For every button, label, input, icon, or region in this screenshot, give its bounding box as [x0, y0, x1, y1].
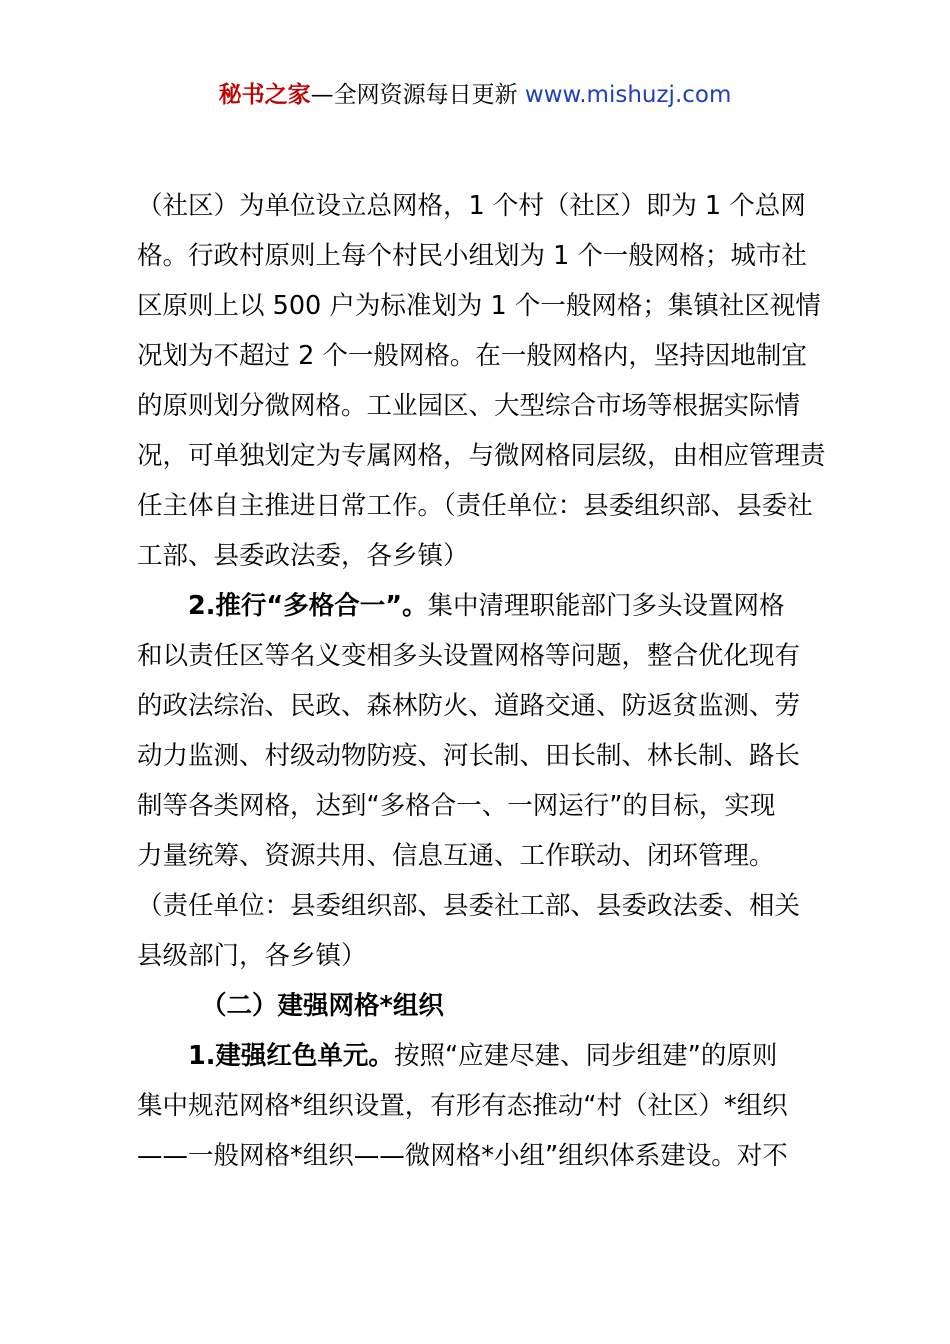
- text-line: （责任单位：县委组织部、县委社工部、县委政法委、相关: [137, 891, 801, 921]
- item-text: 按照“应建尽建、同步组建”的原则: [393, 1041, 778, 1071]
- text-line: 集中规范网格*组织设置，有形有态推动“村（社区）*组织: [137, 1091, 788, 1121]
- text-line: 动力监测、村级动物防疫、河长制、田长制、林长制、路长: [137, 741, 801, 771]
- site-url-link[interactable]: www.mishuzj.com: [524, 82, 732, 108]
- text-line: （社区）为单位设立总网格，1 个村（社区）即为 1 个总网: [137, 191, 806, 221]
- brand-name: 秘书之家: [218, 82, 311, 108]
- item-lead: 2.推行“多格合一”。: [188, 591, 428, 621]
- text-line: 格。行政村原则上每个村民小组划为 1 个一般网格；城市社: [137, 241, 807, 271]
- text-line: 工部、县委政法委，各乡镇）: [137, 541, 469, 571]
- item-text: 集中清理职能部门多头设置网格: [427, 591, 785, 621]
- document-body: [137, 181, 826, 1181]
- text-line: 县级部门，各乡镇）: [137, 941, 367, 971]
- text-line: 任主体自主推进日常工作。（责任单位：县委组织部、县委社: [137, 491, 813, 521]
- text-line: 力量统筹、资源共用、信息互通、工作联动、闭环管理。: [137, 841, 775, 871]
- text-line: 况，可单独划定为专属网格，与微网格同层级，由相应管理责: [137, 441, 826, 471]
- text-line: ——一般网格*组织——微网格*小组”组织体系建设。对不: [137, 1141, 788, 1171]
- text-line: 制等各类网格，达到“多格合一、一网运行”的目标，实现: [137, 791, 776, 821]
- text-line: 和以责任区等名义变相多头设置网格等问题，整合优化现有: [137, 641, 801, 671]
- item-lead: 1.建强红色单元。: [188, 1041, 394, 1071]
- paragraph-first-line: [137, 1031, 817, 1081]
- text-line: 区原则上以 500 户为标准划为 1 个一般网格；集镇社区视情: [137, 291, 821, 321]
- header-slogan: —全网资源每日更新: [310, 82, 525, 108]
- text-line: 的原则划分微网格。工业园区、大型综合市场等根据实际情: [137, 391, 801, 421]
- text-line: 况划为不超过 2 个一般网格。在一般网格内，坚持因地制宜: [137, 341, 807, 371]
- text-line: 的政法综治、民政、森林防火、道路交通、防返贫监测、劳: [137, 691, 801, 721]
- section-heading: （二）建强网格*组织: [201, 991, 444, 1021]
- site-header: [0, 79, 950, 111]
- paragraph-first-line: [137, 581, 817, 631]
